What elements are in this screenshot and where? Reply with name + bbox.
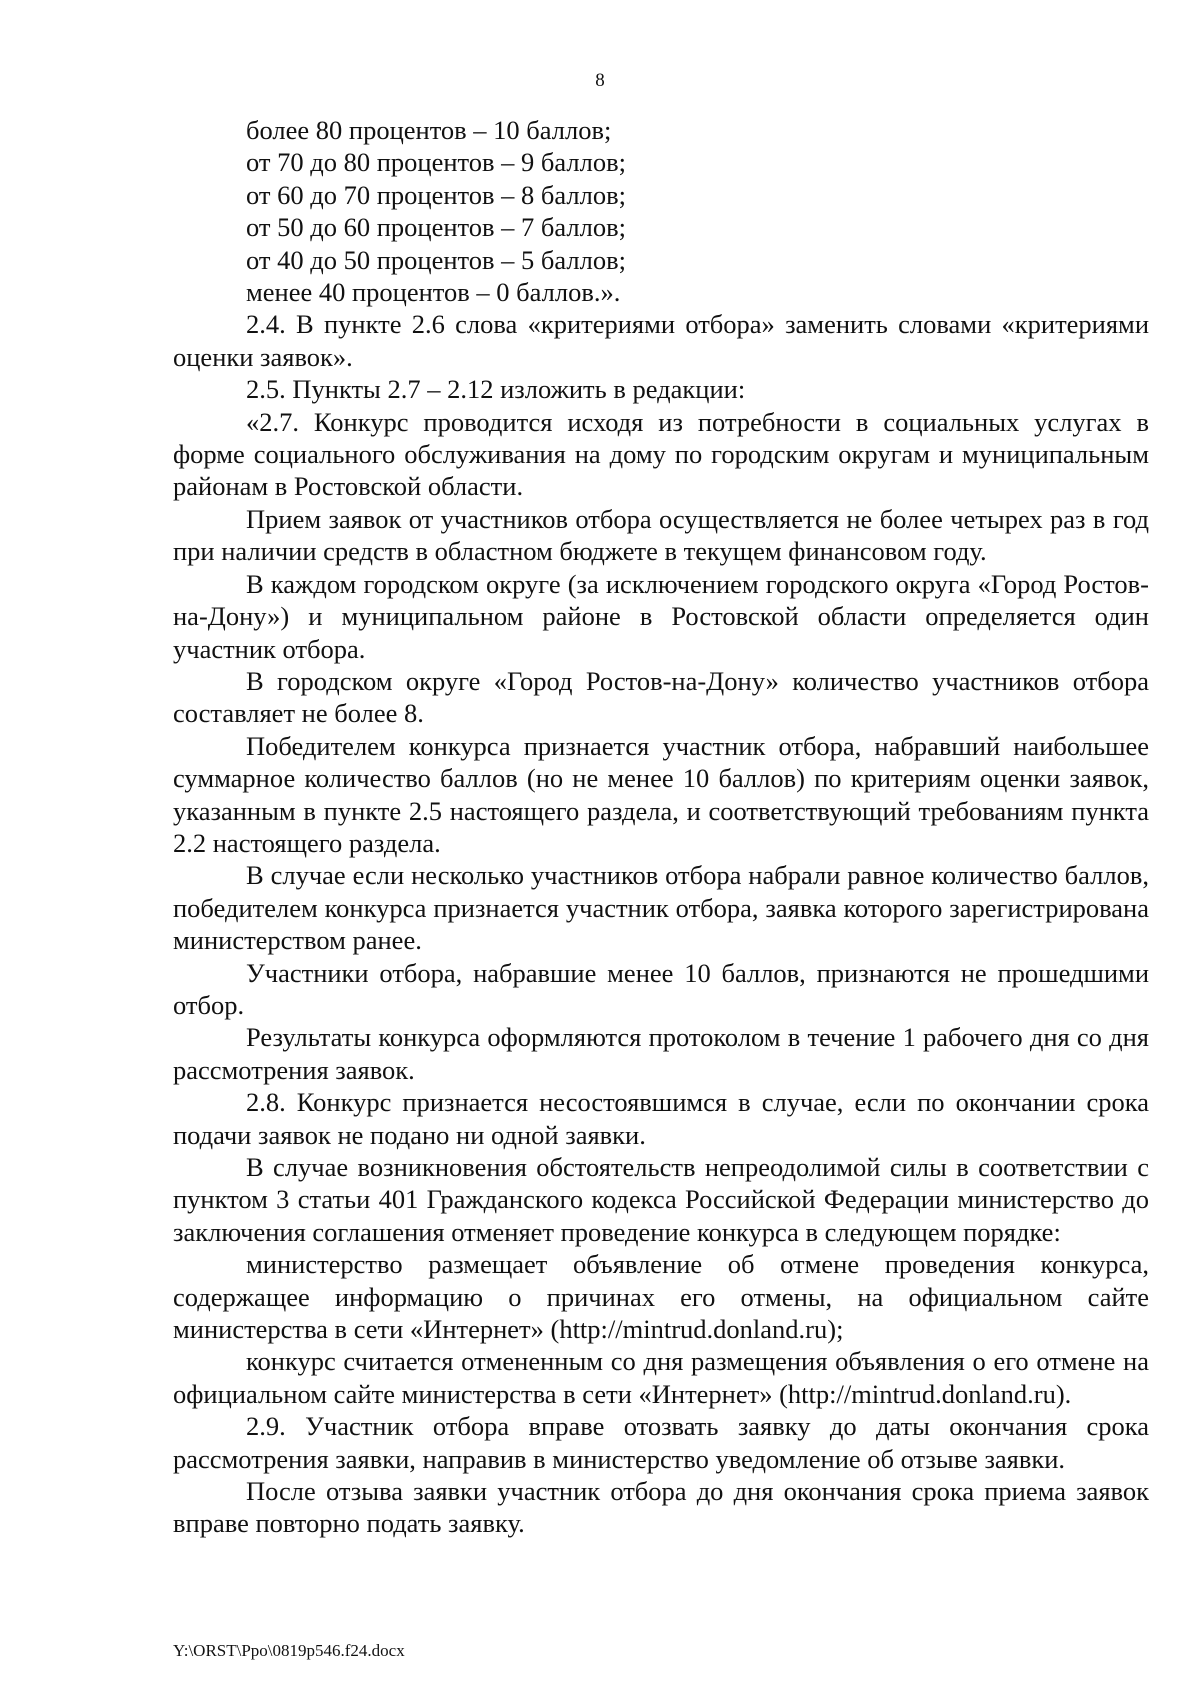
document-body — [173, 114, 1149, 1540]
paragraph-2-8: 2.8. Конкурс признается несостоявшимся в случае, если по окончании срока подачи заявок не подано ни одной заявки. — [173, 1087, 1149, 1150]
paragraph-2-5: 2.5. Пункты 2.7 – 2.12 изложить в редакции: — [246, 374, 746, 405]
paragraph-2-7: «2.7. Конкурс проводится исходя из потребности в социальных услугах в форме социального обслуживания на дому по городским округам и муниципальным районам в Ростовской области. — [173, 406, 1149, 502]
page-number: 8 — [595, 70, 605, 91]
paragraph-equal-score: В случае если несколько участников отбора набрали равное количество баллов, победителем конкурса признается участник отбора, заявка которого зарегистрирована министерством ранее. — [173, 860, 1149, 956]
footer-file-path: Y:\ORST\Ppo\0819p546.f24.docx — [173, 1641, 405, 1660]
paragraph-force-majeure: В случае возникновения обстоятельств непреодолимой силы в соответствии с пунктом 3 статьи 401 Гражданского кодекса Российской Федерации министерство до заключения соглашения отменяет проведение конкурса в следующем порядке: — [173, 1152, 1149, 1247]
paragraph-applications: Прием заявок от участников отбора осуществляется не более четырех раз в год при наличии средств в областном бюджете в текущем финансовом году. — [173, 503, 1149, 567]
paragraph-2-4: 2.4. В пункте 2.6 слова «критериями отбора» заменить словами «критериями оценки заявок». — [173, 309, 1149, 372]
paragraph-rostov: В городском округе «Город Ростов-на-Дону» количество участников отбора составляет не более 8. — [173, 665, 1149, 729]
score-line: от 70 до 80 процентов – 9 баллов; — [246, 147, 626, 178]
paragraph-one-participant: В каждом городском округе (за исключением городского округа «Город Ростов-на-Дону») и муниципальном районе в Ростовской области определяется один участник отбора. — [173, 568, 1149, 664]
score-line: от 40 до 50 процентов – 5 баллов; — [246, 244, 626, 275]
score-line: от 60 до 70 процентов – 8 баллов; — [246, 179, 626, 210]
paragraph-results: Результаты конкурса оформляются протоколом в течение 1 рабочего дня со дня рассмотрения заявок. — [173, 1022, 1149, 1085]
paragraph-cancelled: конкурс считается отмененным со дня размещения объявления о его отмене на официальном сайте министерства в сети «Интернет» (http://mintrud.donland.ru). — [173, 1346, 1149, 1409]
paragraph-announcement: министерство размещает объявление об отмене проведения конкурса, содержащее информацию о причинах его отмены, на официальном сайте министерства в сети «Интернет» (http://mintrud.donland.ru); — [173, 1249, 1149, 1345]
paragraph-2-9: 2.9. Участник отбора вправе отозвать заявку до даты окончания срока рассмотрения заявки, направив в министерство уведомление об отзыве заявки. — [173, 1411, 1149, 1474]
score-line: более 80 процентов – 10 баллов; — [246, 115, 612, 145]
paragraph-not-passed: Участники отбора, набравшие менее 10 баллов, признаются не прошедшими отбор. — [173, 957, 1149, 1020]
paragraph-winner: Победителем конкурса признается участник отбора, набравший наибольшее суммарное количество баллов (но не менее 10 баллов) по критериям оценки заявок, указанным в пункте 2.5 настоящего раздела, и соответствующий требованиям пункта 2.2 настоящего раздела. — [173, 730, 1149, 858]
paragraph-resubmit: После отзыва заявки участник отбора до дня окончания срока приема заявок вправе повторно подать заявку. — [173, 1476, 1149, 1539]
score-line: от 50 до 60 процентов – 7 баллов; — [246, 212, 626, 243]
score-line: менее 40 процентов – 0 баллов.». — [246, 277, 621, 308]
